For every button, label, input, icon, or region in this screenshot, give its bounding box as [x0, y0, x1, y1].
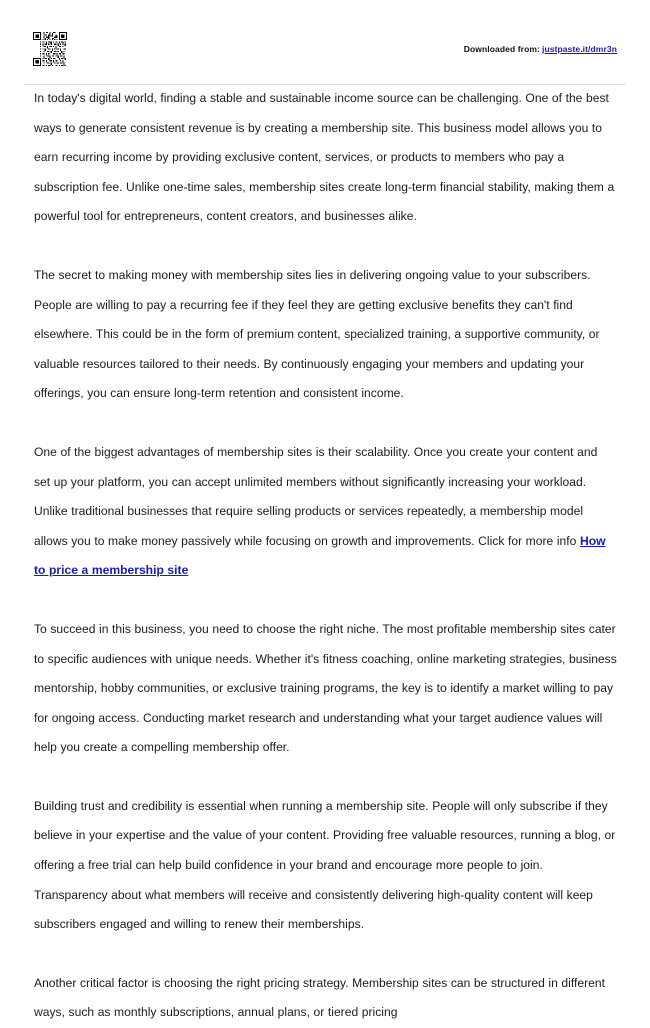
article-body — [34, 84, 617, 1028]
download-source-link[interactable]: justpaste.it/dmr3n — [541, 44, 617, 54]
paragraph-2: The secret to making money with membership sites lies in delivering ongoing value to your subscribers. People are willing to pay a recurring fee if they feel they are getting exclusive benefits they can't find elsewhere. This could be in the form of premium content, specialized training, a supportive community, or valuable resources tailored to their needs. By continuously engaging your members and updating your offerings, you can ensure long-term retention and consistent income. — [34, 267, 600, 401]
paragraph-4: To succeed in this business, you need to choose the right niche. The most profitable membership sites cater to specific audiences with unique needs. Whether it's fitness coaching, online marketing strategies, business mentorship, hobby communities, or exclusive training programs, the key is to identify a market willing to pay for ongoing access. Conducting market research and understanding what your target audience values will help you create a compelling membership offer. — [34, 621, 617, 755]
qr-code-icon — [33, 32, 67, 66]
paragraph-6: Another critical factor is choosing the right pricing strategy. Membership sites can be structured in different ways, such as monthly subscriptions, annual plans, or tiered pricing — [34, 975, 605, 1020]
paragraph-1: In today's digital world, finding a stable and sustainable income source can be challenging. One of the best ways to generate consistent revenue is by creating a membership site. This business model allows you to earn recurring income by providing exclusive content, services, or products to members who pay a subscription fee. Unlike one-time sales, membership sites create long-term financial stability, making them a powerful tool for entrepreneurs, content creators, and businesses alike. — [34, 91, 615, 224]
paragraph-5: Building trust and credibility is essential when running a membership site. People will only subscribe if they believe in your expertise and the value of your content. Providing free valuable resources, running a blog, or offering a free trial can help build confidence in your brand and encourage more people to join. Transparency about what members will receive and consistently delivering high-quality content will keep subscribers engaged and willing to renew their memberships. — [34, 798, 616, 932]
download-source-label: Downloaded from: — [463, 44, 540, 54]
paragraph-3 — [34, 438, 617, 586]
page-header — [0, 0, 650, 52]
how-to-price-a-membership-site-link[interactable]: How to price a membership site — [34, 533, 606, 578]
download-source-note — [464, 44, 617, 55]
paragraph-3-text-before-link: One of the biggest advantages of membership sites is their scalability. Once you create your content and set up your platform, you can accept unlimited members without significantly increasing your workload. Unlike traditional businesses that require selling products or services repeatedly, a membership model allows you to make money passively while focusing on growth and improvements. Click for more info — [34, 444, 598, 548]
